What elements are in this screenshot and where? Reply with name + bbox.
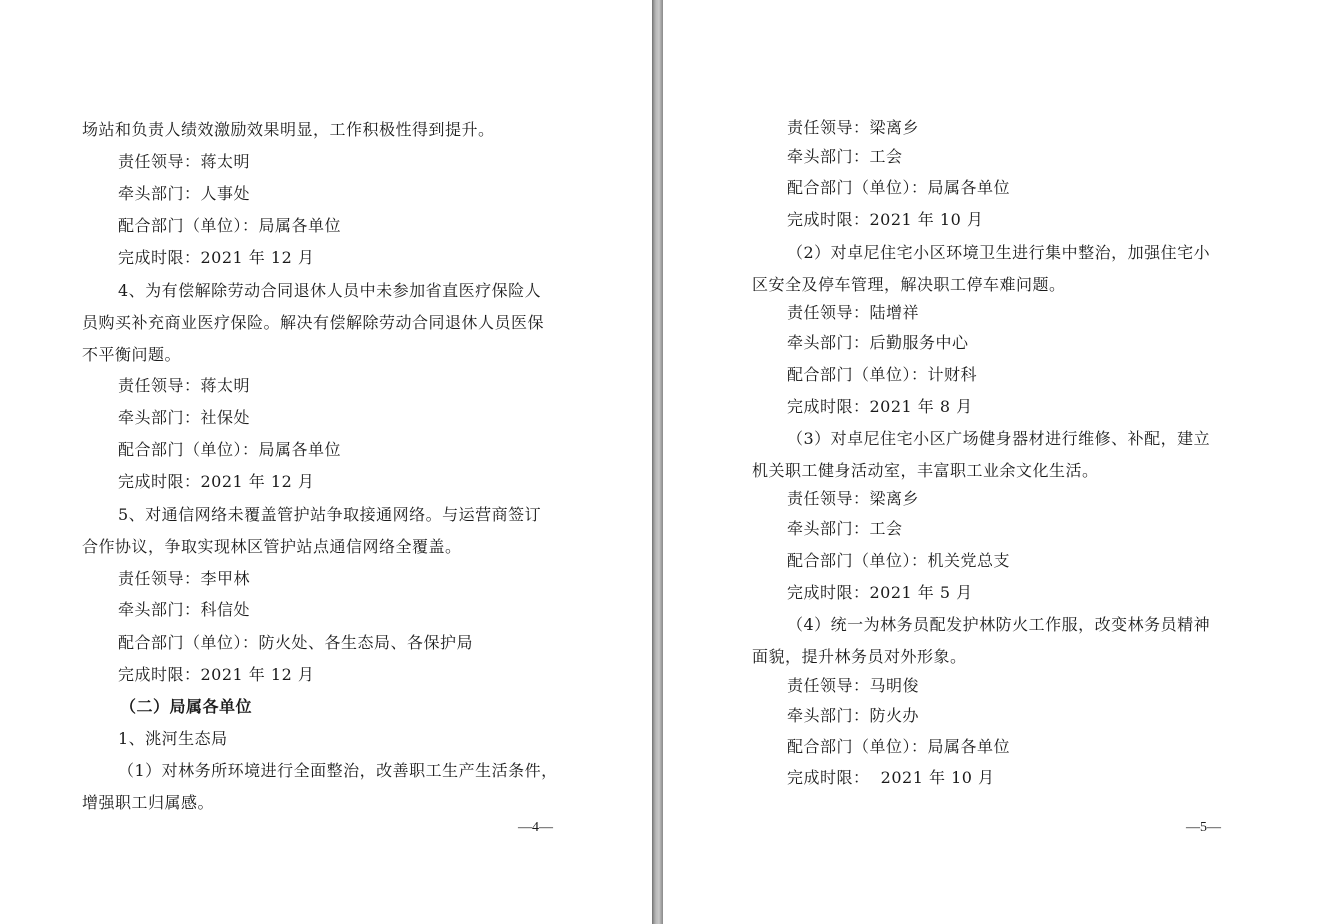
text-line: 完成时限：2021 年 12 月 [118,665,315,684]
text-line: 牵头部门：防火办 [787,706,920,725]
text-line: 完成时限：2021 年 12 月 [118,248,315,267]
page-number: —5— [1186,820,1221,835]
text-line: （1）对林务所环境进行全面整治，改善职工生产生活条件， [118,761,558,780]
text-line: 牵头部门：社保处 [118,408,251,427]
document-page-4 [0,0,652,924]
text-line: 牵头部门：人事处 [118,184,251,203]
page-gutter [652,0,663,924]
text-line: 牵头部门：工会 [787,147,903,166]
text-line: 完成时限：2021 年 8 月 [787,397,973,416]
text-line: 责任领导：蒋太明 [118,152,251,171]
text-line: 4、为有偿解除劳动合同退休人员中未参加省直医疗保险人 [118,281,542,300]
text-line: 配合部门（单位）：局属各单位 [787,178,1011,197]
text-line: 牵头部门：后勤服务中心 [787,333,969,352]
text-line: 牵头部门：工会 [787,519,903,538]
text-line: 合作协议，争取实现林区管护站点通信网络全覆盖。 [82,537,462,556]
text-line: 完成时限：2021 年 5 月 [787,583,973,602]
text-line: 配合部门（单位）：局属各单位 [118,440,342,459]
text-line: 配合部门（单位）：防火处、各生态局、各保护局 [118,633,474,652]
text-line: （2）对卓尼住宅小区环境卫生进行集中整治，加强住宅小 [787,243,1211,262]
text-line: 责任领导：马明俊 [787,676,920,695]
text-line: 配合部门（单位）：局属各单位 [787,737,1011,756]
text-line: 场站和负责人绩效激励效果明显，工作积极性得到提升。 [82,120,495,139]
text-line: 责任领导：陆增祥 [787,303,920,322]
text-line: 完成时限： 2021 年 10 月 [787,768,995,787]
text-line: 责任领导：蒋太明 [118,376,251,395]
text-line: 增强职工归属感。 [82,793,215,812]
text-line: 完成时限：2021 年 12 月 [118,472,315,491]
text-line: 配合部门（单位）：机关党总支 [787,551,1011,570]
text-line: 牵头部门：科信处 [118,600,251,619]
text-line: 责任领导：梁离乡 [787,118,920,137]
document-page-5 [663,0,1320,924]
text-line: 完成时限：2021 年 10 月 [787,210,984,229]
text-line: 责任领导：梁离乡 [787,489,920,508]
text-line: 5、对通信网络未覆盖管护站争取接通网络。与运营商签订 [118,505,542,524]
page-number: —4— [518,820,553,835]
text-line: 配合部门（单位）：计财科 [787,365,978,384]
text-line: 不平衡问题。 [82,345,182,364]
text-line: 责任领导：李甲林 [118,569,251,588]
section-heading: （二）局属各单位 [120,697,253,716]
text-line: 1、洮河生态局 [118,729,228,748]
text-line: （3）对卓尼住宅小区广场健身器材进行维修、补配，建立 [787,429,1211,448]
text-line: 机关职工健身活动室，丰富职工业余文化生活。 [752,461,1099,480]
text-line: 面貌，提升林务员对外形象。 [752,647,967,666]
text-line: 区安全及停车管理，解决职工停车难问题。 [752,275,1066,294]
text-line: 配合部门（单位）：局属各单位 [118,216,342,235]
text-line: 员购买补充商业医疗保险。解决有偿解除劳动合同退休人员医保 [82,313,545,332]
text-line: （4）统一为林务员配发护林防火工作服，改变林务员精神 [787,615,1211,634]
